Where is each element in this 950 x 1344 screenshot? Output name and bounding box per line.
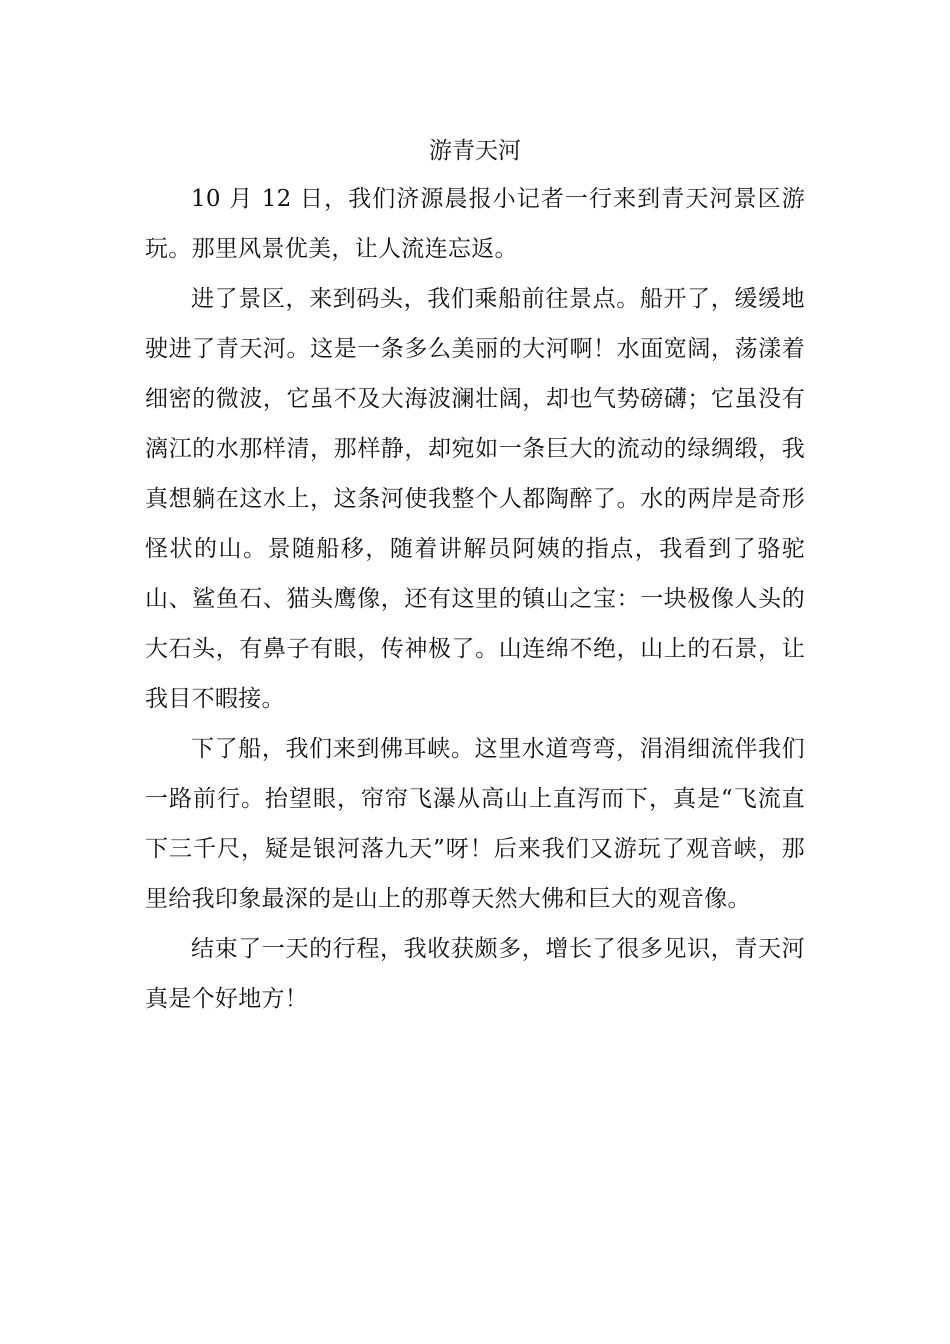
paragraph-fo-er-gorge: 下了船，我们来到佛耳峡。这里水道弯弯，涓涓细流伴我们一路前行。抬望眼，帘帘飞瀑从高山上直泻而下，真是“飞流直下三千尺，疑是银河落九天”呀！后来我们又游玩了观音峡，那里给我印象最深的是山上的那尊天然大佛和巨大的观音像。 — [145, 736, 805, 912]
paragraph-intro: 10 月 12 日，我们济源晨报小记者一行来到青天河景区游玩。那里风景优美，让人流连忘返。 — [145, 186, 805, 262]
paragraph-conclusion: 结束了一天的行程，我收获颇多，增长了很多见识，青天河真是个好地方！ — [145, 936, 805, 1012]
document-title: 游青天河 — [429, 138, 521, 164]
document-body — [145, 128, 805, 1024]
paragraph-boat-trip: 进了景区，来到码头，我们乘船前往景点。船开了，缓缓地驶进了青天河。这是一条多么美丽的大河啊！水面宽阔，荡漾着细密的微波，它虽不及大海波澜壮阔，却也气势磅礴；它虽没有漓江的水那样清，那样静，却宛如一条巨大的流动的绿绸缎，我真想躺在这水上，这条河使我整个人都陶醉了。水的两岸是奇形怪状的山。景随船移，随着讲解员阿姨的指点，我看到了骆驼山、鲨鱼石、猫头鹰像，还有这里的镇山之宝：一块极像人头的大石头，有鼻子有眼，传神极了。山连绵不绝，山上的石景，让我目不暇接。 — [145, 286, 805, 712]
